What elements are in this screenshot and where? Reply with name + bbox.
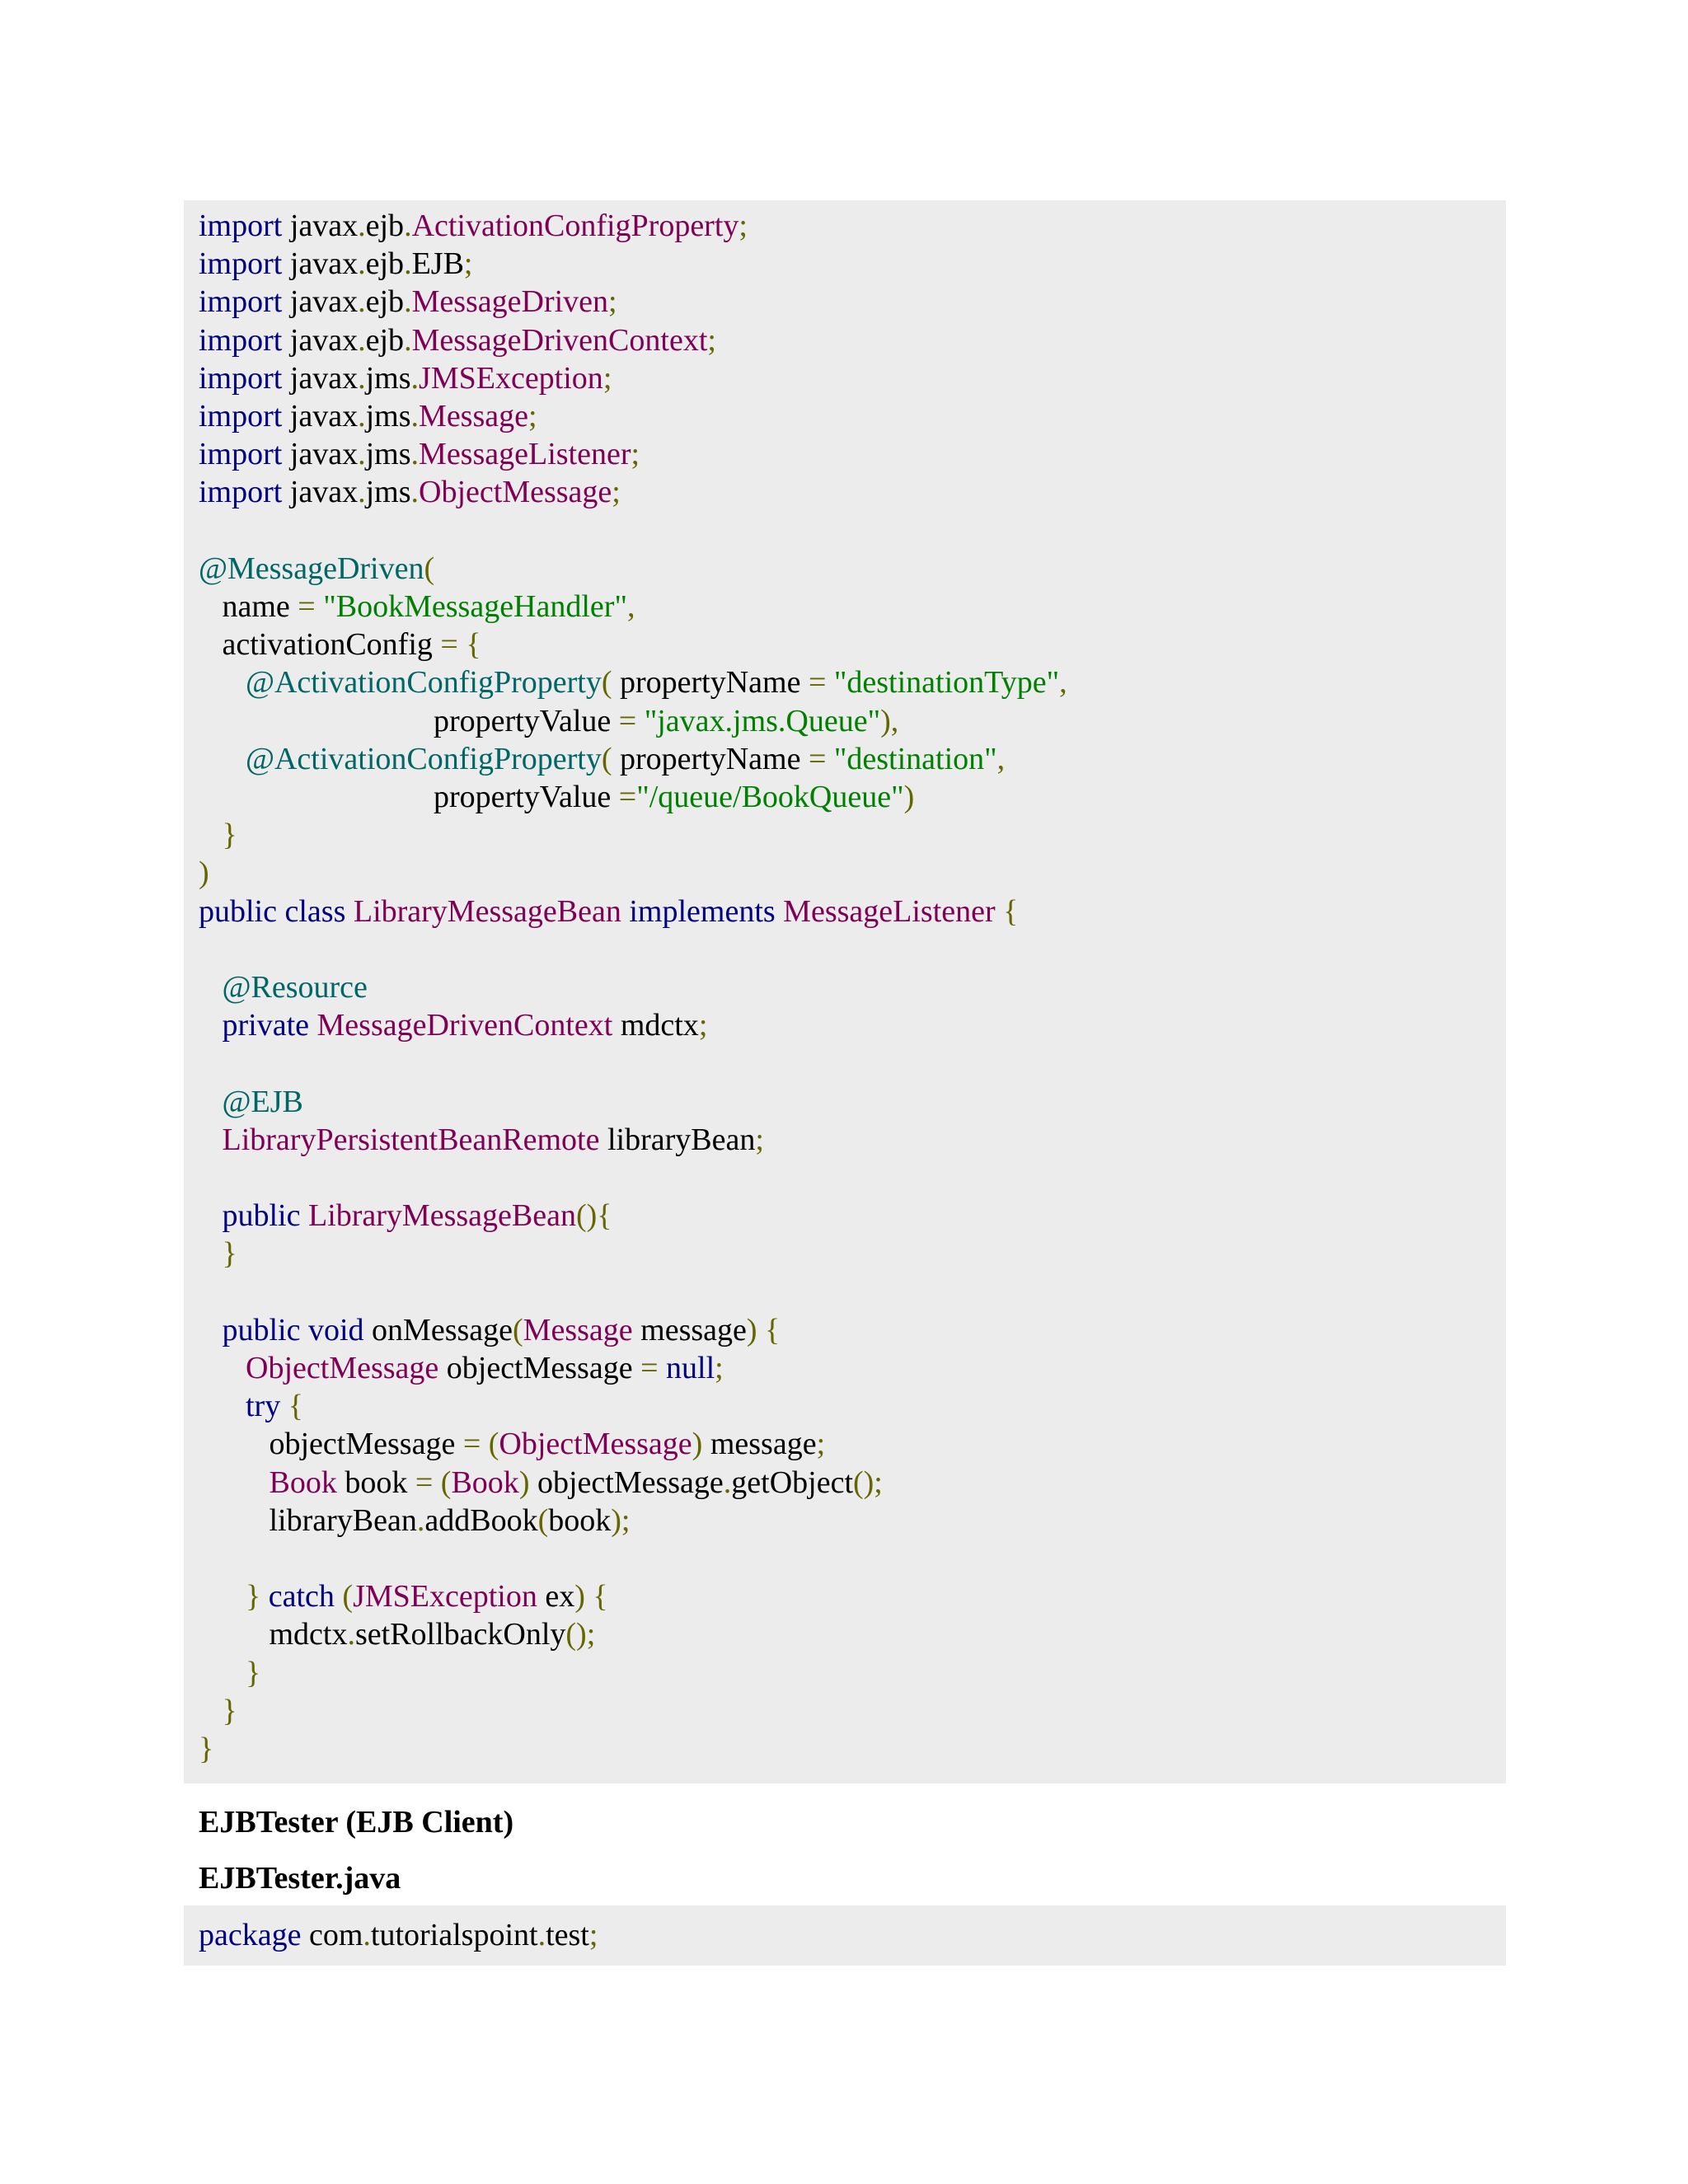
code-line (199, 740, 1005, 778)
code-token: javax (282, 322, 359, 358)
code-line (199, 1311, 780, 1349)
code-line (199, 626, 481, 663)
code-token: objectMessage (199, 1427, 463, 1462)
code-line (199, 321, 716, 359)
code-token: javax (282, 246, 359, 282)
code-token: objectMessage (438, 1351, 641, 1385)
code-line (199, 1615, 595, 1653)
code-line (199, 550, 434, 588)
code-token: ejb (365, 209, 405, 243)
code-token: private (199, 1008, 310, 1043)
code-token: ; (528, 399, 537, 434)
code-line (199, 435, 640, 473)
code-line (199, 816, 237, 854)
code-token: MessageDrivenContext (411, 322, 708, 358)
code-token: . (404, 284, 412, 320)
code-token: ) (903, 780, 915, 814)
code-token: . (358, 475, 366, 510)
code-token: ) (199, 855, 209, 891)
code-token: ; (608, 284, 617, 320)
code-block-library-message-bean (184, 200, 1506, 1783)
code-token: javax (282, 399, 359, 434)
code-token: jms (365, 360, 411, 396)
code-token: ; (738, 209, 748, 243)
code-token: } (199, 1732, 214, 1766)
code-token: propertyValue (199, 703, 619, 738)
code-token: import (199, 437, 283, 472)
code-token: } (199, 1579, 261, 1615)
code-token: . (358, 284, 366, 320)
code-block-ejb-tester (184, 1905, 1506, 1966)
code-token: "destinationType" (826, 665, 1060, 701)
code-token: MessageDriven (411, 284, 609, 320)
code-token: ) (518, 1465, 530, 1500)
code-token: } (199, 1655, 261, 1690)
code-token: ; (463, 246, 473, 282)
code-token: ; (612, 475, 621, 510)
code-token: ; (755, 1122, 764, 1157)
code-token: LibraryMessageBean (345, 893, 621, 929)
code-token: mdctx (199, 1617, 348, 1652)
code-token: , (1059, 665, 1067, 701)
code-token: ; (715, 1351, 724, 1385)
code-line (199, 1425, 825, 1463)
code-token: javax (282, 360, 359, 396)
code-token: ; (588, 1918, 598, 1952)
code-token: ; (707, 322, 716, 358)
code-token: catch (260, 1579, 335, 1615)
code-token: Message (419, 399, 528, 434)
code-token: name (199, 589, 298, 624)
code-token: ( (334, 1579, 354, 1615)
code-token: @ActivationConfigProperty (199, 741, 602, 776)
code-line (199, 397, 537, 435)
code-token: } (199, 1236, 237, 1272)
code-token: . (358, 437, 366, 472)
code-line (199, 1387, 303, 1425)
code-token: libraryBean (599, 1122, 756, 1157)
code-token: . (404, 246, 412, 282)
code-token: class (276, 893, 346, 929)
code-token: implements (621, 893, 776, 929)
code-line (199, 1083, 303, 1121)
code-token: = (808, 741, 827, 776)
code-token: Book (451, 1465, 519, 1500)
code-token: . (358, 209, 366, 243)
code-token: ) (692, 1427, 703, 1462)
code-line (199, 1502, 630, 1540)
code-token: ); (611, 1502, 631, 1538)
code-token: = (440, 627, 458, 663)
code-line (199, 473, 621, 511)
code-token: ObjectMessage (199, 1351, 439, 1385)
code-token: message (702, 1427, 817, 1462)
code-token: javax (282, 437, 359, 472)
code-line (199, 778, 914, 816)
code-token: "javax.jms.Queue" (636, 703, 881, 738)
code-token: . (363, 1918, 371, 1952)
code-token: ) { (574, 1579, 608, 1615)
code-token: ; (698, 1008, 708, 1043)
code-token: ) { (746, 1312, 781, 1347)
code-token: ObjectMessage (419, 475, 612, 510)
code-token: } (199, 818, 237, 853)
code-token: setRollbackOnly (354, 1617, 566, 1652)
code-token: JMSException (419, 360, 603, 396)
code-token: activationConfig (199, 627, 441, 663)
code-token: . (416, 1502, 425, 1538)
code-token: package (199, 1918, 302, 1952)
code-line (199, 283, 617, 321)
code-token: = (808, 665, 827, 701)
code-token: ( (601, 665, 612, 701)
code-token: public (199, 893, 277, 929)
code-token: import (199, 284, 283, 320)
code-token: { (995, 893, 1019, 929)
code-token: null (658, 1351, 715, 1385)
code-line (199, 1577, 608, 1615)
code-token: { (280, 1389, 303, 1424)
code-line (199, 245, 472, 283)
code-token: MessageListener (419, 437, 631, 472)
code-token: . (358, 399, 366, 434)
code-token: book (336, 1465, 415, 1500)
code-token: javax (282, 475, 359, 510)
code-token: com (301, 1918, 363, 1952)
code-token: propertyName (612, 741, 809, 776)
code-token: Book (199, 1465, 337, 1500)
code-token: test (546, 1918, 589, 1952)
code-token: MessageDrivenContext (309, 1008, 613, 1043)
code-token: propertyValue (199, 780, 619, 814)
code-token: ejb (365, 284, 405, 320)
code-line (199, 588, 635, 626)
code-token: import (199, 360, 283, 396)
code-token: . (358, 322, 366, 358)
code-line (199, 1464, 883, 1502)
code-token: javax (282, 209, 359, 243)
code-line (199, 663, 1067, 701)
code-token: . (404, 322, 412, 358)
code-line (199, 1692, 237, 1730)
code-token: . (723, 1465, 732, 1500)
code-token: . (358, 246, 366, 282)
code-token: . (410, 475, 420, 510)
code-token: import (199, 322, 283, 358)
code-token: JMSException (353, 1579, 537, 1615)
code-token: ( (601, 741, 612, 776)
code-line (199, 702, 898, 740)
code-token: mdctx (612, 1008, 699, 1043)
code-token: tutorialspoint (370, 1918, 538, 1952)
code-token: ( (424, 551, 435, 586)
code-token: ( (481, 1427, 499, 1462)
code-token: MessageListener (775, 893, 996, 929)
code-token: public (199, 1312, 301, 1347)
code-token: jms (365, 475, 411, 510)
code-token: . (410, 399, 420, 434)
code-line (199, 1121, 764, 1159)
code-token: jms (365, 437, 411, 472)
code-token: ), (880, 703, 899, 738)
section-heading: EJBTester (EJB Client) (199, 1805, 514, 1840)
code-token: ( (513, 1312, 523, 1347)
code-line (199, 1349, 724, 1387)
code-token: ActivationConfigProperty (411, 209, 739, 243)
code-line (199, 207, 748, 245)
code-token: libraryBean (199, 1502, 417, 1538)
code-token: . (347, 1617, 355, 1652)
code-line (199, 1654, 260, 1692)
code-line (199, 1916, 598, 1954)
code-line (199, 968, 368, 1006)
code-token: getObject (731, 1465, 853, 1500)
code-token: import (199, 475, 283, 510)
code-token: . (410, 360, 420, 396)
code-token: public (199, 1198, 301, 1234)
code-token: javax (282, 284, 359, 320)
code-token: try (199, 1389, 281, 1424)
code-token: onMessage (363, 1312, 513, 1347)
code-token: LibraryMessageBean (300, 1198, 576, 1234)
code-line (199, 1235, 237, 1272)
code-token: book (548, 1502, 612, 1538)
code-token: . (537, 1918, 546, 1952)
code-token: = (618, 780, 637, 814)
code-token: ejb (365, 322, 405, 358)
file-heading: EJBTester.java (199, 1861, 401, 1896)
code-token: propertyName (612, 665, 809, 701)
code-line (199, 1006, 707, 1044)
code-token: = (415, 1465, 434, 1500)
code-token: ; (631, 437, 640, 472)
code-token: (); (565, 1617, 596, 1652)
code-token: , (996, 741, 1006, 776)
code-token: = (618, 703, 637, 738)
code-token: void (300, 1312, 364, 1347)
code-token: import (199, 209, 283, 243)
code-token: @Resource (199, 970, 368, 1005)
code-token: , (626, 589, 635, 624)
code-token: @ActivationConfigProperty (199, 665, 602, 701)
code-token: = (462, 1427, 481, 1462)
code-token: } (199, 1693, 237, 1728)
code-token: import (199, 246, 283, 282)
code-token: objectMessage (529, 1465, 724, 1500)
code-token: = (640, 1351, 659, 1385)
code-token: ; (603, 360, 612, 396)
code-token: EJB (411, 246, 464, 282)
code-token: "BookMessageHandler" (315, 589, 627, 624)
code-token: ; (816, 1427, 826, 1462)
code-token: . (358, 360, 366, 396)
code-token: ejb (365, 246, 405, 282)
code-token: "destination" (826, 741, 997, 776)
code-token: ( (537, 1502, 549, 1538)
code-token: ex (537, 1579, 575, 1615)
code-token: jms (365, 399, 411, 434)
code-line (199, 854, 209, 892)
code-line (199, 1197, 612, 1235)
code-token: "/queue/BookQueue" (636, 780, 904, 814)
code-line (199, 1730, 213, 1768)
code-token: . (404, 209, 412, 243)
code-token: = (298, 589, 316, 624)
code-token: (){ (575, 1198, 612, 1234)
code-token: (); (853, 1465, 883, 1500)
code-token: import (199, 399, 283, 434)
code-token: @MessageDriven (199, 551, 424, 586)
code-line (199, 893, 1018, 930)
code-token: { (457, 627, 481, 663)
code-line (199, 359, 612, 397)
code-token: Message (523, 1312, 633, 1347)
code-token: ObjectMessage (499, 1427, 692, 1462)
code-token: message (632, 1312, 747, 1347)
code-token: LibraryPersistentBeanRemote (199, 1122, 600, 1157)
code-token: ( (433, 1465, 452, 1500)
code-token: . (410, 437, 420, 472)
code-token: @EJB (199, 1084, 303, 1119)
code-token: addBook (424, 1502, 538, 1538)
